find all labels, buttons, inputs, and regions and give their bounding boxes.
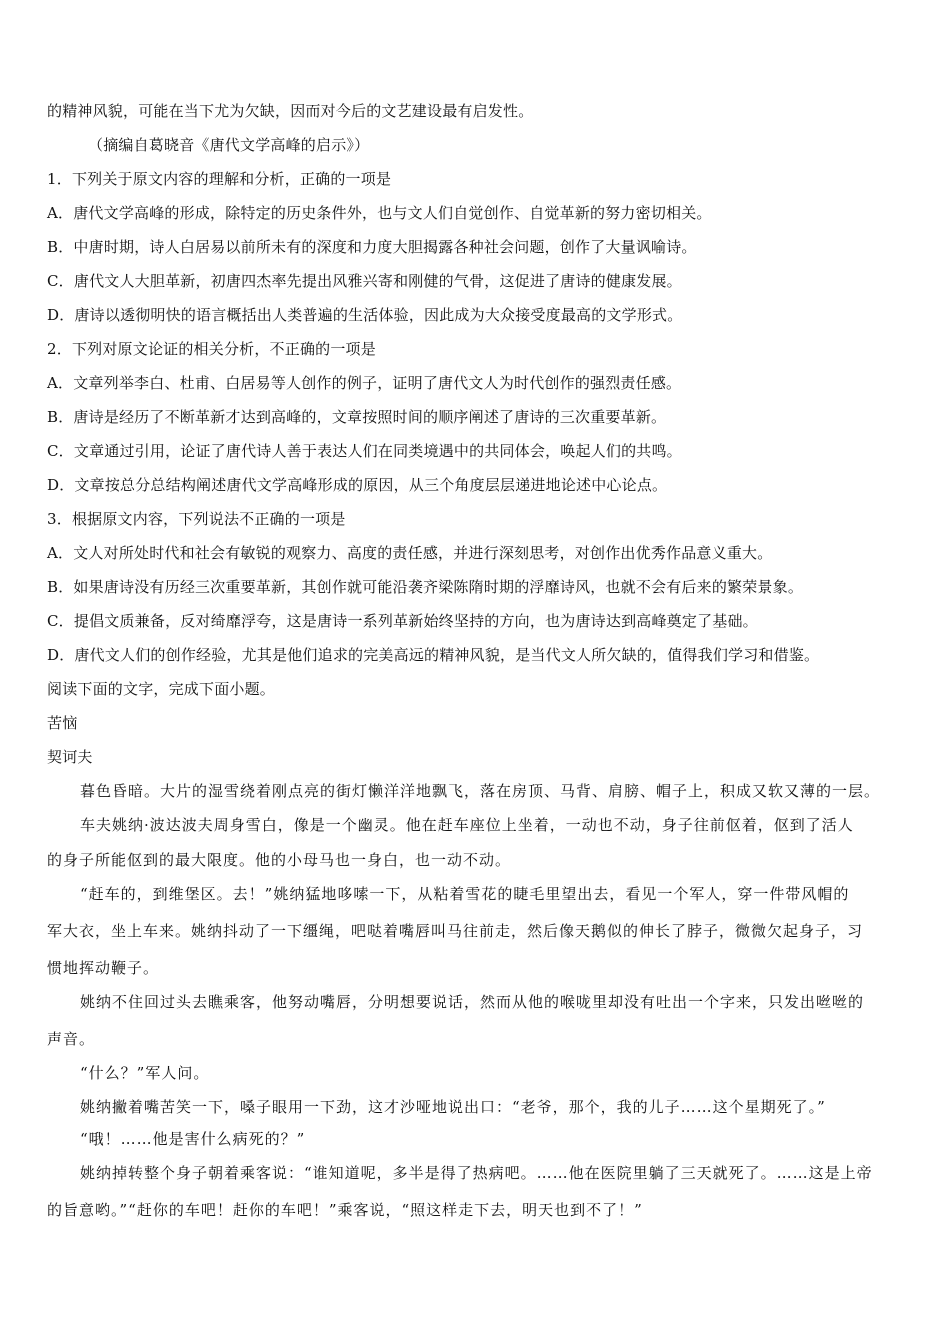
story-line: “什么？”军人问。 xyxy=(80,1064,210,1082)
passage-source: （摘编自葛晓音《唐代文学高峰的启示》） xyxy=(88,136,370,154)
question-2-stem: 2．下列对原文论证的相关分析，不正确的一项是 xyxy=(47,340,376,358)
question-3-stem: 3．根据原文内容，下列说法不正确的一项是 xyxy=(47,510,346,528)
story-line: “哦！……他是害什么病死的？” xyxy=(80,1130,306,1148)
question-3-option-a: A．文人对所处时代和社会有敏锐的观察力、高度的责任感，并进行深刻思考，对创作出优秀作品意义重大。 xyxy=(47,544,773,562)
story-line: 军大衣，坐上车来。姚纳抖动了一下缰绳，吧哒着嘴唇叫马往前走，然后像天鹅似的伸长了脖子，微微欠起身子，习 xyxy=(47,922,864,940)
reading-instruction: 阅读下面的文字，完成下面小题。 xyxy=(47,680,276,698)
question-1-option-d: D．唐诗以透彻明快的语言概括出人类普遍的生活体验，因此成为大众接受度最高的文学形式。 xyxy=(47,306,683,324)
question-3-option-c: C．提倡文质兼备，反对绮靡浮夸，这是唐诗一系列革新始终坚持的方向，也为唐诗达到高峰奠定了基础。 xyxy=(47,612,758,630)
question-2-option-d: D．文章按总分总结构阐述唐代文学高峰形成的原因，从三个角度层层递进地论述中心论点。 xyxy=(47,476,668,494)
question-3-option-b: B．如果唐诗没有历经三次重要革新，其创作就可能沿袭齐梁陈隋时期的浮靡诗风，也就不会有后来的繁荣景象。 xyxy=(47,578,804,596)
story-line: 暮色昏暗。大片的湿雪绕着刚点亮的街灯懒洋洋地飘飞，落在房顶、马背、肩膀、帽子上，积成又软又薄的一层。 xyxy=(80,782,881,800)
story-line: 姚纳掉转整个身子朝着乘客说：“谁知道呢，多半是得了热病吧。……他在医院里躺了三天就死了。……这是上帝 xyxy=(80,1164,873,1182)
question-2-option-b: B．唐诗是经历了不断革新才达到高峰的，文章按照时间的顺序阐述了唐诗的三次重要革新。 xyxy=(47,408,667,426)
question-1-option-c: C．唐代文人大胆革新，初唐四杰率先提出风雅兴寄和刚健的气骨，这促进了唐诗的健康发展。 xyxy=(47,272,682,290)
question-1-stem: 1．下列关于原文内容的理解和分析，正确的一项是 xyxy=(47,170,392,188)
story-title: 苦恼 xyxy=(47,714,78,732)
passage-tail: 的精神风貌，可能在当下尤为欠缺，因而对今后的文艺建设最有启发性。 xyxy=(47,102,534,120)
story-line: 车夫姚纳·波达波夫周身雪白，像是一个幽灵。他在赶车座位上坐着，一动也不动，身子往前伛着，伛到了活人 xyxy=(80,816,854,834)
question-1-option-b: B．中唐时期，诗人白居易以前所未有的深度和力度大胆揭露各种社会问题，创作了大量讽喻诗。 xyxy=(47,238,697,256)
story-line: 的身子所能伛到的最大限度。他的小母马也一身白，也一动不动。 xyxy=(47,851,512,869)
question-2-option-a: A．文章列举李白、杜甫、白居易等人创作的例子，证明了唐代文人为时代创作的强烈责任感。 xyxy=(47,374,682,392)
story-line: “赶车的，到维堡区。去！”姚纳猛地哆嗦一下，从粘着雪花的睫毛里望出去，看见一个军人，穿一件带风帽的 xyxy=(80,885,850,903)
story-line: 声音。 xyxy=(47,1030,96,1048)
story-author: 契诃夫 xyxy=(47,748,93,766)
story-line: 姚纳撇着嘴苦笑一下，嗓子眼用一下劲，这才沙哑地说出口：“老爷，那个，我的儿子……这个星期死了。” xyxy=(80,1098,826,1116)
question-2-option-c: C．文章通过引用，论证了唐代诗人善于表达人们在同类境遇中的共同体会，唤起人们的共鸣。 xyxy=(47,442,682,460)
story-line: 的旨意哟。”“赶你的车吧！赶你的车吧！”乘客说，“照这样走下去，明天也到不了！” xyxy=(47,1201,643,1219)
story-line: 惯地挥动鞭子。 xyxy=(47,959,160,977)
question-3-option-d: D．唐代文人们的创作经验，尤其是他们追求的完美高远的精神风貌，是当代文人所欠缺的，值得我们学习和借鉴。 xyxy=(47,646,820,664)
story-line: 姚纳不住回过头去瞧乘客，他努动嘴唇，分明想要说话，然而从他的喉咙里却没有吐出一个字来，只发出咝咝的 xyxy=(80,993,865,1011)
question-1-option-a: A．唐代文学高峰的形成，除特定的历史条件外，也与文人们自觉创作、自觉革新的努力密切相关。 xyxy=(47,204,712,222)
